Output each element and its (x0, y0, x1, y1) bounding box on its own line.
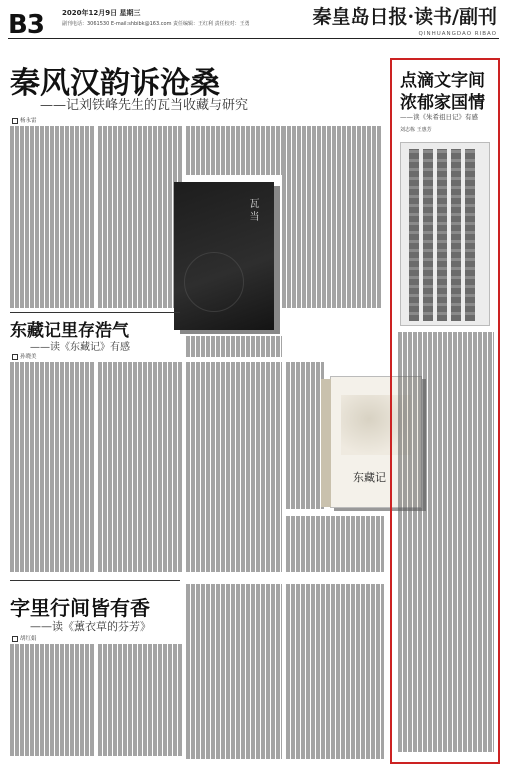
page-number: B3 (8, 10, 44, 40)
article3-subtitle: ——读《薰衣草的芬芳》 (30, 620, 151, 633)
article2-col1 (10, 362, 94, 578)
article1-col3-bottom (186, 336, 282, 360)
article1-title: 秦风汉韵诉沧桑 (10, 66, 220, 101)
book-volume (465, 149, 475, 321)
article1-col4 (282, 126, 382, 312)
article1-col2 (98, 126, 182, 312)
article3-author: 胡红娟 (12, 634, 37, 642)
sidebar-title-line1: 点滴文字间 (400, 71, 485, 91)
article2-author: 孙晓美 (12, 352, 37, 360)
article1-col1 (10, 126, 94, 312)
article1-author: 杨永雷 (12, 116, 37, 124)
article2-col2 (98, 362, 182, 578)
page-header (0, 0, 507, 44)
sidebar-book-image (400, 142, 490, 326)
article2-col4 (286, 362, 324, 514)
header-rule (8, 38, 499, 39)
book-volume (437, 149, 447, 321)
sidebar-author: 刘志栋 王惠芳 (400, 127, 432, 133)
issue-date: 2020年12月9日 星期三 (62, 9, 141, 17)
masthead-pinyin: QINHUANGDAO RIBAO (418, 31, 497, 37)
article1-col3-top (186, 126, 282, 178)
editor-info: 副刊电话：3061530 E-mail:shbibk@163.com 责任编辑：王红利 责任校对：王勇 (62, 21, 250, 27)
article3-col2 (98, 644, 182, 762)
masthead-title: 秦皇岛日报·读书/副刊 (312, 6, 497, 28)
article3-col1 (10, 644, 94, 762)
article2-title: 东藏记里存浩气 (10, 321, 129, 341)
article2-col3 (186, 362, 282, 578)
book-cover-image-1 (174, 182, 274, 330)
masthead (312, 2, 497, 37)
sidebar-title-line2: 浓郁家国情 (400, 93, 485, 113)
book-volume (423, 149, 433, 321)
article3-col3 (186, 584, 282, 762)
section-divider-2 (10, 580, 180, 581)
sidebar-article-box (390, 58, 500, 764)
book-cover-title-2: 东藏记 (353, 471, 386, 484)
book-cover-ornament (184, 252, 244, 312)
book-spine (321, 379, 331, 507)
article2-subtitle: ——读《东藏记》有感 (30, 342, 130, 353)
section-divider (10, 312, 180, 313)
sidebar-body-text (398, 332, 494, 760)
book-volume (451, 149, 461, 321)
article2-col4-bottom (286, 516, 384, 578)
article3-col4 (286, 584, 384, 762)
article1-subtitle: ——记刘铁峰先生的瓦当收藏与研究 (40, 98, 249, 113)
book-cover-title-1: 瓦当 (247, 198, 258, 224)
article3-title: 字里行间皆有香 (10, 596, 150, 620)
book-volume (409, 149, 419, 321)
sidebar-subtitle: ——读《朱希祖日记》有感 (400, 113, 478, 121)
